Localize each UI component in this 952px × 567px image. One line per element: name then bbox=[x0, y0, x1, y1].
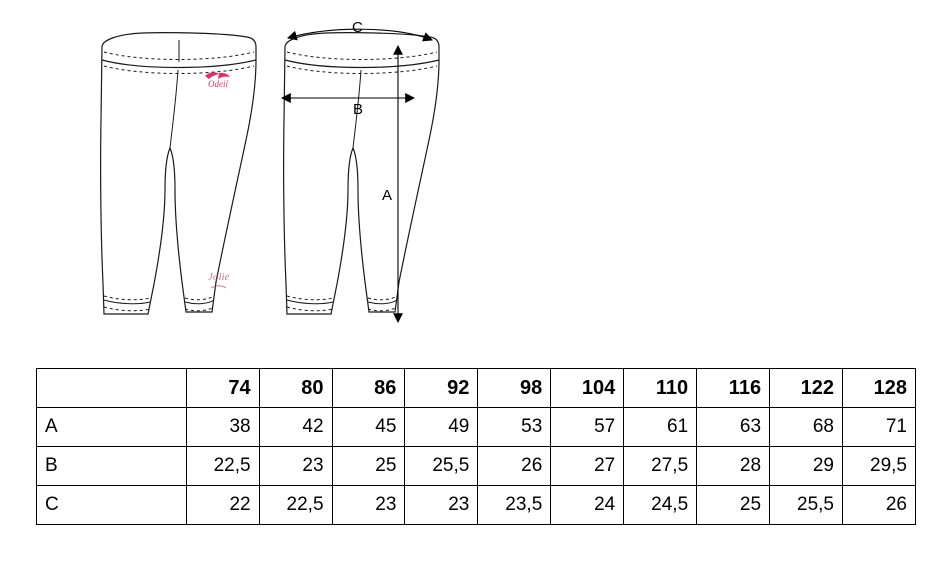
row-label-c: C bbox=[37, 486, 187, 525]
size-header-98: 98 bbox=[478, 369, 551, 408]
cell-c-86: 23 bbox=[332, 486, 405, 525]
cell-b-104: 27 bbox=[551, 447, 624, 486]
row-label-a: A bbox=[37, 408, 187, 447]
size-header-116: 116 bbox=[697, 369, 770, 408]
row-label-b: B bbox=[37, 447, 187, 486]
cell-a-86: 45 bbox=[332, 408, 405, 447]
cell-b-122: 29 bbox=[770, 447, 843, 486]
cell-c-98: 23,5 bbox=[478, 486, 551, 525]
cell-b-74: 22,5 bbox=[186, 447, 259, 486]
cell-a-98: 53 bbox=[478, 408, 551, 447]
table-row bbox=[37, 486, 916, 525]
cell-b-92: 25,5 bbox=[405, 447, 478, 486]
table-row bbox=[37, 408, 916, 447]
size-header-104: 104 bbox=[551, 369, 624, 408]
size-header-86: 86 bbox=[332, 369, 405, 408]
table-header-row bbox=[37, 369, 916, 408]
size-header-74: 74 bbox=[186, 369, 259, 408]
logo-mark bbox=[205, 72, 230, 89]
cell-c-104: 24 bbox=[551, 486, 624, 525]
cell-a-128: 71 bbox=[843, 408, 916, 447]
cell-c-110: 24,5 bbox=[624, 486, 697, 525]
measure-label-a: A bbox=[382, 187, 393, 204]
cell-c-92: 23 bbox=[405, 486, 478, 525]
size-table bbox=[36, 368, 916, 525]
cell-a-122: 68 bbox=[770, 408, 843, 447]
size-header-122: 122 bbox=[770, 369, 843, 408]
table-corner-cell bbox=[37, 369, 187, 408]
svg-text:Odeil: Odeil bbox=[208, 79, 228, 89]
measure-label-b: B bbox=[353, 101, 364, 118]
cell-a-92: 49 bbox=[405, 408, 478, 447]
cell-c-74: 22 bbox=[186, 486, 259, 525]
cell-c-128: 26 bbox=[843, 486, 916, 525]
cell-a-80: 42 bbox=[259, 408, 332, 447]
cell-a-104: 57 bbox=[551, 408, 624, 447]
measure-label-c: C bbox=[352, 19, 363, 36]
svg-text:Jolie: Jolie bbox=[208, 271, 230, 283]
size-header-110: 110 bbox=[624, 369, 697, 408]
front-view-garment bbox=[101, 33, 256, 314]
cell-b-86: 25 bbox=[332, 447, 405, 486]
size-header-92: 92 bbox=[405, 369, 478, 408]
cell-c-116: 25 bbox=[697, 486, 770, 525]
cell-c-122: 25,5 bbox=[770, 486, 843, 525]
cell-b-98: 26 bbox=[478, 447, 551, 486]
cell-a-116: 63 bbox=[697, 408, 770, 447]
size-header-80: 80 bbox=[259, 369, 332, 408]
cell-a-110: 61 bbox=[624, 408, 697, 447]
cell-a-74: 38 bbox=[186, 408, 259, 447]
cell-b-116: 28 bbox=[697, 447, 770, 486]
cell-c-80: 22,5 bbox=[259, 486, 332, 525]
cell-b-128: 29,5 bbox=[843, 447, 916, 486]
back-view-garment bbox=[284, 33, 439, 314]
cell-b-80: 23 bbox=[259, 447, 332, 486]
leg-print bbox=[208, 271, 229, 288]
table-row bbox=[37, 447, 916, 486]
cell-b-110: 27,5 bbox=[624, 447, 697, 486]
size-header-128: 128 bbox=[843, 369, 916, 408]
